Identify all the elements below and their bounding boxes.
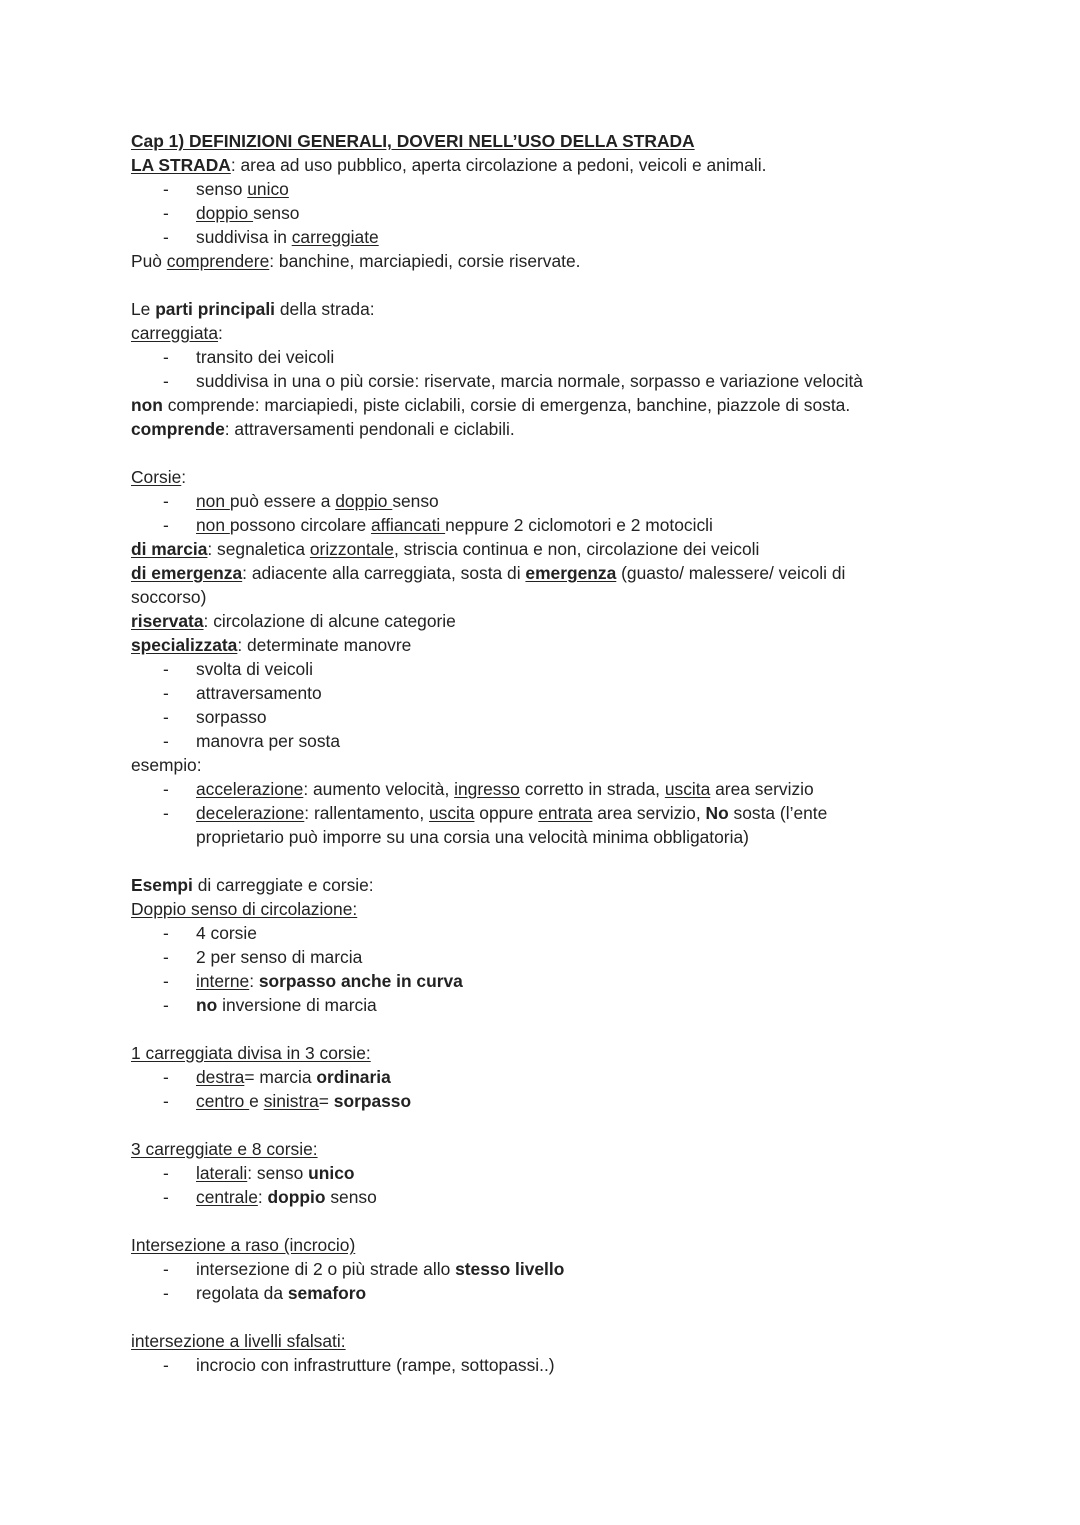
una-carreggiata-heading: 1 carreggiata divisa in 3 corsie: — [131, 1043, 371, 1063]
list-item: - accelerazione: aumento velocità, ingresso corretto in strada, uscita area servizio — [163, 779, 814, 799]
list-item: - interne: sorpasso anche in curva — [163, 971, 463, 991]
list-item: - laterali: senso unico — [163, 1163, 355, 1183]
non-comprende: non comprende: marciapiedi, piste ciclabili, corsie di emergenza, banchine, piazzole di sosta. — [131, 395, 851, 415]
corsia-di-marcia: di marcia: segnaletica orizzontale, striscia continua e non, circolazione dei veicoli — [131, 539, 760, 559]
list-item: - 2 per senso di marcia — [163, 947, 363, 967]
esempi-heading: Esempi di carreggiate e corsie: — [131, 875, 374, 895]
list-item: - regolata da semaforo — [163, 1283, 367, 1303]
corsie-label: Corsie: — [131, 467, 187, 487]
intersezione-raso-heading: Intersezione a raso (incrocio) — [131, 1235, 356, 1255]
list-item: - senso unico — [163, 179, 289, 199]
corsia-di-emergenza-cont: soccorso) — [131, 587, 207, 607]
corsia-di-emergenza: di emergenza: adiacente alla carreggiata, sosta di emergenza (guasto/ malessere/ veicoli di — [131, 563, 846, 583]
list-item: - svolta di veicoli — [163, 659, 313, 679]
list-item: - centro e sinistra= sorpasso — [163, 1091, 412, 1111]
list-item-continuation: proprietario può imporre su una corsia una velocità minima obbligatoria) — [196, 827, 749, 847]
strada-definition: LA STRADA: area ad uso pubblico, aperta circolazione a pedoni, veicoli e animali. — [131, 155, 767, 175]
esempio-label: esempio: — [131, 755, 202, 775]
intersezione-livelli-heading: intersezione a livelli sfalsati: — [131, 1331, 346, 1351]
list-item: - 4 corsie — [163, 923, 257, 943]
list-item: - centrale: doppio senso — [163, 1187, 377, 1207]
parti-heading: Le parti principali della strada: — [131, 299, 375, 319]
page-title: Cap 1) DEFINIZIONI GENERALI, DOVERI NELL’USO DELLA STRADA — [131, 131, 695, 151]
doppio-senso-heading: Doppio senso di circolazione: — [131, 899, 358, 919]
list-item: - attraversamento — [163, 683, 322, 703]
list-item: - intersezione di 2 o più strade allo stesso livello — [163, 1259, 565, 1279]
list-item: - no inversione di marcia — [163, 995, 377, 1015]
list-item: - doppio senso — [163, 203, 300, 223]
list-item: - destra= marcia ordinaria — [163, 1067, 391, 1087]
list-item: - non può essere a doppio senso — [163, 491, 439, 511]
carreggiata-label: carreggiata: — [131, 323, 223, 343]
comprende: comprende: attraversamenti pendonali e ciclabili. — [131, 419, 515, 439]
strada-comprende: Può comprendere: banchine, marciapiedi, corsie riservate. — [131, 251, 581, 271]
list-item: - suddivisa in carreggiate — [163, 227, 379, 247]
list-item: - manovra per sosta — [163, 731, 341, 751]
list-item: - suddivisa in una o più corsie: riservate, marcia normale, sorpasso e variazione velocità — [163, 371, 863, 391]
list-item: - decelerazione: rallentamento, uscita oppure entrata area servizio, No sosta (l’ente — [163, 803, 828, 823]
tre-carreggiate-heading: 3 carreggiate e 8 corsie: — [131, 1139, 318, 1159]
document-body — [131, 129, 951, 1377]
corsia-specializzata: specializzata: determinate manovre — [131, 635, 412, 655]
list-item: - sorpasso — [163, 707, 267, 727]
list-item: - non possono circolare affiancati neppure 2 ciclomotori e 2 motocicli — [163, 515, 713, 535]
list-item: - incrocio con infrastrutture (rampe, sottopassi..) — [163, 1355, 555, 1375]
list-item: - transito dei veicoli — [163, 347, 335, 367]
corsia-riservata: riservata: circolazione di alcune categorie — [131, 611, 456, 631]
